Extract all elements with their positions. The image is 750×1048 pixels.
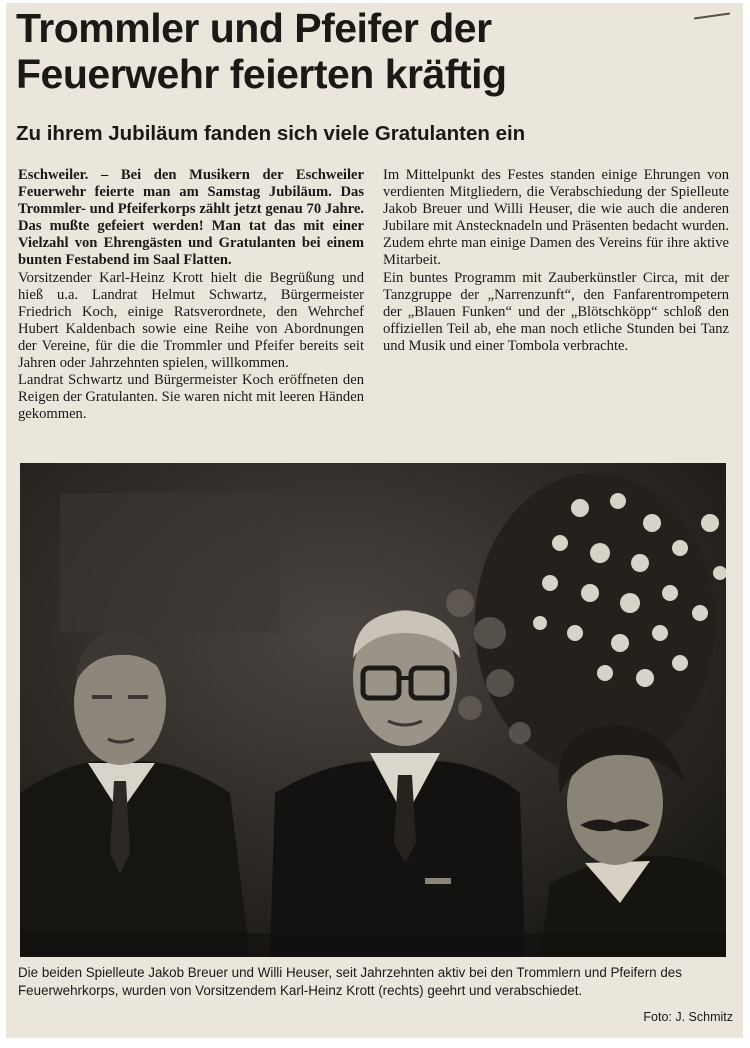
headline-line-2: Feuerwehr feierten kräftig <box>16 51 507 97</box>
background-banner <box>60 493 280 633</box>
article-paragraph-1: Vorsitzender Karl-Heinz Krott hielt die Begrüßung und hieß u.a. Landrat Helmut Schwartz, Bürgermeister Friedrich Koch, einige Ratsverordnete, den Wehrchef Hubert Kaldenbach sowie eine Reihe von Abordnungen der Vereine, für die die Trommler und Pfeifer bereits seit Jahren oder Jahrzehnten spielen, willkommen. <box>18 269 364 372</box>
photo-caption: Die beiden Spielleute Jakob Breuer und Willi Heuser, seit Jahrzehnten aktiv bei den Trommlern und Pfeifern des Feuerwehrkorps, wurden von Vorsitzendem Karl-Heinz Krott (rechts) geehrt und verabschiedet. <box>18 965 682 998</box>
headline-line-1: Trommler und Pfeifer der <box>16 5 492 51</box>
article-paragraph-2: Landrat Schwartz und Bürgermeister Koch eröffneten den Reigen der Gratulanten. Sie waren nicht mit leeren Händen gekommen. <box>18 372 364 423</box>
article-paragraph-4: Ein buntes Programm mit Zauberkünstler Circa, mit der Tanzgruppe der „Narrenzunft“, den Fanfarentrompetern der „Blauen Funken“ und der „Blötschköpp“ schloß den offiziellen Teil ab, ehe man noch etliche Stunden bei Tanz und Musik und einer Tombola verbrachte. <box>383 269 729 354</box>
article-lead: Eschweiler. – Bei den Musikern der Eschweiler Feuerwehr feierte man am Samstag Jubiläum. Das Trommler- und Pfeiferkorps zählt jetzt genau 70 Jahre. Das mußte gefeiert werden! Man tat das mit einer Vielzahl von Ehrengästen und Gratulanten bei einem bunten Festabend im Saal Flatten. <box>18 167 364 269</box>
headline <box>16 5 716 97</box>
news-photo <box>20 463 726 957</box>
newspaper-clipping <box>6 3 743 1038</box>
photo-credit: Foto: J. Schmitz <box>643 1010 733 1024</box>
article-column-right <box>383 167 729 355</box>
article-paragraph-3: Im Mittelpunkt des Festes standen einige Ehrungen von verdienten Mitgliedern, die Verabschiedung der Spielleute Jakob Breuer und Willi Heuser, die wie auch die anderen Jubilare mit Anstecknadeln und Präsenten bedacht wurden. Zudem ehrte man einige Damen des Vereins für ihre aktive Mitarbeit. <box>383 167 729 269</box>
photo-illustration <box>20 463 726 957</box>
article-column-left <box>18 167 364 423</box>
subheadline: Zu ihrem Jubiläum fanden sich viele Gratulanten ein <box>16 122 526 145</box>
